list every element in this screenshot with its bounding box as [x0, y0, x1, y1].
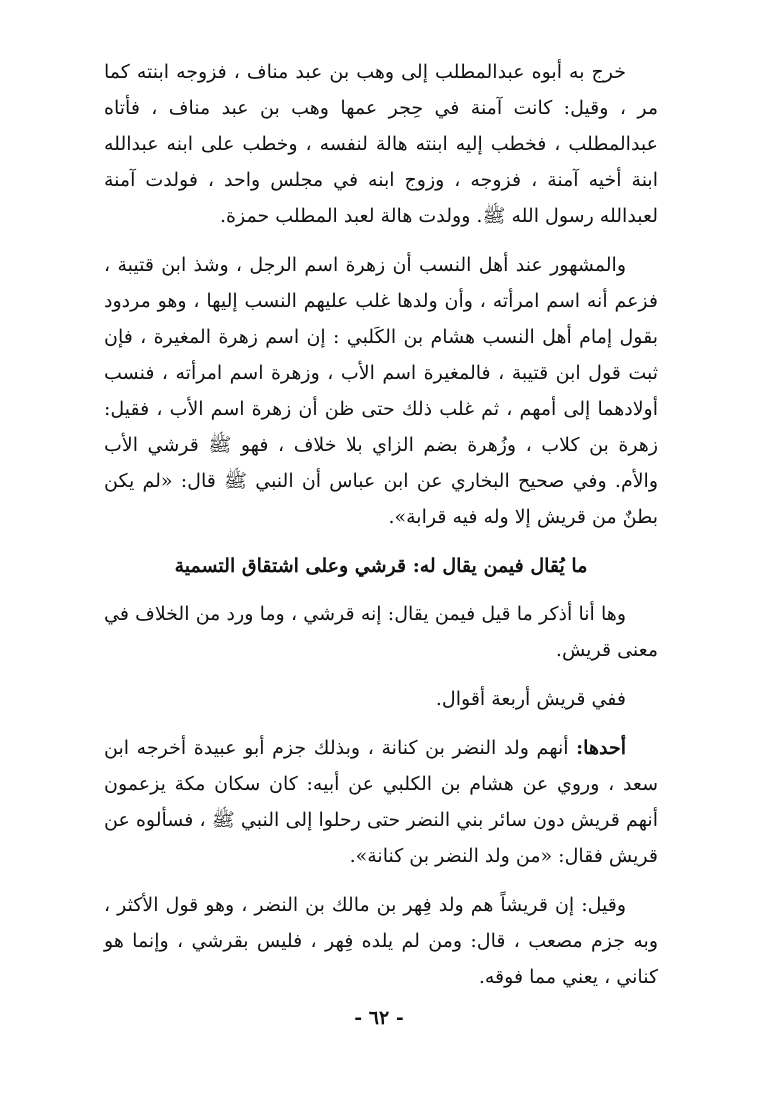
paragraph-text: والمشهور عند أهل النسب أن زهرة اسم الرجل ، وشذ ابن قتيبة ، فزعم أنه اسم امرأته ، وأن ولدها غلب عليهم النسب إليها ، وهو مردود بقول إمام أهل النسب هشام بن الكَلبي : إن اسم زهرة المغيرة ، فإن ثبت قول ابن قتيبة ، فالمغيرة اسم الأب ، وزهرة اسم امرأته ، فنسب أولادهما إلى أمهم ، ثم غلب ذلك حتى ظن أن زهرة اسم الأب ، فقيل: زهرة بن كلاب ، وزُهرة بضم الزاي بلا خلاف ، فهو ﷺ قرشي الأب والأم. وفي صحيح البخاري عن ابن عباس أن النبي ﷺ قال: «لم يكن بطنٌ من قريش إلا وله فيه قرابة». [104, 254, 658, 528]
page-number: - ٦٢ - [354, 1007, 404, 1029]
paragraph-lead: أحدها: [576, 737, 626, 759]
paragraph-text: وقيل: إن قريشاً هم ولد فِهر بن مالك بن النضر ، وهو قول الأكثر ، وبه جزم مصعب ، قال: ومن لم يلده فِهر ، فليس بقرشي ، وإنما هو كناني ، يعني مما فوقه. [104, 894, 658, 988]
paragraph-2 [104, 247, 658, 535]
paragraph-5 [104, 730, 658, 874]
paragraph-text: خرج به أبوه عبدالمطلب إلى وهب بن عبد مناف ، فزوجه ابنته كما مر ، وقيل: كانت آمنة في حِجر عمها وهب بن عبد مناف ، فأتاه عبدالمطلب ، فخطب إليه ابنته هالة لنفسه ، وخطب على ابنه عبدالله ابنة أخيه آمنة ، فزوجه ، وزوج ابنه في مجلس واحد ، فولدت آمنة لعبدالله رسول الله ﷺ. وولدت هالة لعبد المطلب حمزة. [104, 61, 658, 227]
paragraph-text: ففي قريش أربعة أقوال. [435, 688, 626, 710]
section-heading: ما يُقال فيمن يقال له: قرشي وعلى اشتقاق التسمية [174, 555, 588, 577]
paragraph-6 [104, 887, 658, 995]
paragraph-4 [104, 681, 658, 717]
paragraph-3 [104, 596, 658, 668]
paragraph-text: وها أنا أذكر ما قيل فيمن يقال: إنه قرشي ، وما ورد من الخلاف في معنى قريش. [104, 603, 658, 661]
paragraph-1 [104, 54, 658, 234]
paragraph-text: أنهم ولد النضر بن كنانة ، وبذلك جزم أبو عبيدة أخرجه ابن سعد ، وروي عن هشام بن الكلبي عن أبيه: كان سكان مكة يزعمون أنهم قريش دون سائر بني النضر حتى رحلوا إلى النبي ﷺ ، فسألوه عن قريش فقال: «من ولد النضر بن كنانة». [104, 737, 658, 867]
